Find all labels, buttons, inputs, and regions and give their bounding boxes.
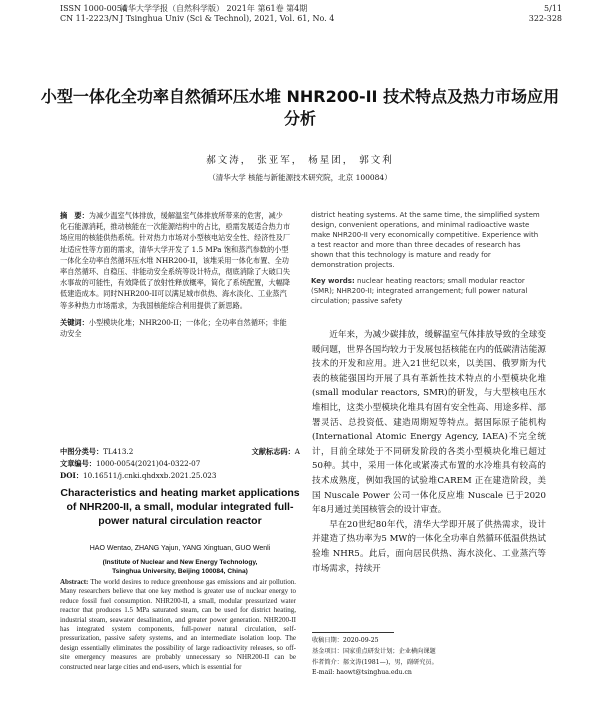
article-number: 文章编号：1000-0054(2021)04-0322-07	[60, 459, 201, 468]
footnote-divider	[312, 632, 394, 633]
header-journal	[120, 4, 334, 24]
header-pages	[529, 4, 562, 24]
header-issn	[60, 4, 127, 24]
paper-title-cn: 小型一体化全功率自然循环压水堆 NHR200-II 技术特点及热力市场应用分析	[40, 87, 560, 128]
keywords-cn	[60, 317, 290, 339]
body-paragraph: 早在20世纪80年代，清华大学即开展了供热需求，设计并建造了热功率为5 MW的一体化全功率自然循环低温供热试验堆 NHR5。此后，面向居民供热、海水淡化、工业蒸汽等市场需求，持续开	[312, 519, 546, 574]
affiliation-en-line-2: Tsinghua University, Beijing 100084, China)	[112, 568, 248, 575]
body-paragraph: 近年来，为减少碳排放，缓解温室气体排放导致的全球变暖问题，世界各国均较力于发展包括核能在内的低碳清洁能源技术的开发和应用。进入21世纪以来，以美国、俄罗斯为代表的核能强国均开展了具有革新性技术特点的小型模块化堆(small modular reactors, SMR)的研发，与大型核电压水堆相比，这类小型模块化堆具有固有安全性高、用途多样、部署灵活、总投资低、建造周期短等特点。据国际原子能机构(International Atomic Energy Agency, IAEA)不完全统计，目前全球处于不同研发阶段的各类小型模块化堆已超过50种。其中，采用一体化或紧凑式布置的水冷堆具有较高的技术成熟度，例如我国的试验堆CAREM 正在建造阶段，美国 Nuscale Power 公司一体化反应堆 Nuscale 已于2020年8月通过美国核管会的设计审查。	[312, 330, 546, 516]
abstract-en-continued: district heating systems. At the same time, the simplified system design, convenient operations, and minimal radioactive waste make NHR200-II very economically competitive. Experience with a test reactor and more than three decades of research has shown that this technology is mature and ready for demonstration projects.	[311, 211, 540, 269]
author-info: 作者简介：郝文涛(1981—)，男，副研究员。	[312, 658, 438, 666]
abstract-en-label: Abstract:	[60, 578, 89, 586]
meta-row-1	[60, 446, 300, 458]
fund-info: 基金项目：国家重点研发计划；企业横向课题	[312, 647, 436, 655]
affiliation-cn: （清华大学 核能与新能源技术研究院，北京 100084）	[208, 173, 392, 182]
page-issue: 5/11	[544, 4, 562, 13]
footnote	[312, 636, 546, 679]
keywords-en	[311, 276, 543, 306]
keywords-en-text: nuclear heating reactors; small modular reactor (SMR); NHR200-II; integrated arrangement; full power natural circulation; passive safety	[311, 277, 528, 305]
keywords-en-label: Key words:	[311, 277, 355, 285]
abstract-en	[60, 578, 296, 672]
meta-block	[60, 446, 300, 482]
abstract-cn-label: 摘 要：	[60, 211, 89, 220]
abstract-cn-text: 为减少温室气体排放，缓解温室气体排放所带来的危害，减少化石能源消耗，推动核能在一次能源结构中的占比，亟需发展适合热力市场应用的核能供热系统。针对热力市场对小型核电站安全性、经济性及厂址适应性等方面的需求，清华大学开发了 1.5 MPa 饱和蒸汽参数的小型一体化全功率自然循环压水堆 NHR200-II，该堆采用一体化布置、全功率自然循环、自稳压、非能动安全系统等设计特点，彻底消除了大破口失水事故的可能性，有效降低了放射性释放概率，简化了系统配置，大幅降低建造成本。同时NHR200-II可以满足城市供热、海水淡化、工业蒸汽等多种热力市场需求，为我国核能综合利用提供了新思路。	[60, 211, 291, 310]
authors-cn: 郝文涛， 张亚军， 杨星团， 郭文利	[206, 155, 394, 166]
body-text-cn	[312, 328, 546, 576]
doc-code: 文献标志码：A	[251, 447, 300, 456]
authors-en: HAO Wentao, ZHANG Yajun, YANG Xingtuan, GUO Wenli	[89, 545, 271, 552]
abstract-cn	[60, 210, 290, 311]
issn: ISSN 1000-0054	[60, 4, 127, 13]
affiliation-en-line-1: (Institute of Nuclear and New Energy Technology,	[102, 559, 258, 566]
journal-name-cn: 清华大学学报（自然科学版） 2021年 第61卷 第4期	[120, 4, 308, 13]
page-range: 322-328	[528, 14, 562, 23]
keywords-cn-text: 小型模块化堆；NHR200-II；一体化；全功率自然循环；非能动安全	[60, 317, 287, 339]
doi: DOI：10.16511/j.cnki.qhdxxb.2021.25.023	[60, 471, 217, 480]
cn-number: CN 11-2223/N	[60, 14, 119, 23]
journal-name-en: J Tsinghua Univ (Sci & Technol), 2021, Vol. 61, No. 4	[120, 14, 335, 23]
abstract-en-text: The world desires to reduce greenhouse gas emissions and air pollution. Many researchers believe that one key method is greater use of nuclear energy to reduce fossil fuel consumption. NHR200-II, a small, modular pressurized water reactor that produces 1.5 MPa saturated steam, can be used for district heating, industrial steam, seawater desalination, and greater power generation. NHR200-II has integrated system components, full-power natural circulation, self-pressurization, passive safety systems, and an intermediate isolation loop. The design essentially eliminates the possibility of large radioactivity releases, so off-site emergency measures are probably unnecessary so NHR200-II can be constructed near large cities and end-users, which is essential for	[60, 578, 297, 671]
keywords-cn-label: 关键词：	[60, 317, 89, 327]
author-email: E-mail: haowt@tsinghua.edu.cn	[312, 669, 412, 677]
clc: 中图分类号：TL413.2	[60, 447, 134, 456]
abstract-cn-block	[60, 210, 290, 339]
received-date: 收稿日期：2020-09-25	[312, 637, 379, 644]
paper-title-en: Characteristics and heating market applications of NHR200-II, a small, modular integrated full-power natural circulation reactor	[60, 487, 300, 527]
affiliation-en	[55, 558, 305, 576]
abstract-en-continued-block	[311, 210, 543, 306]
